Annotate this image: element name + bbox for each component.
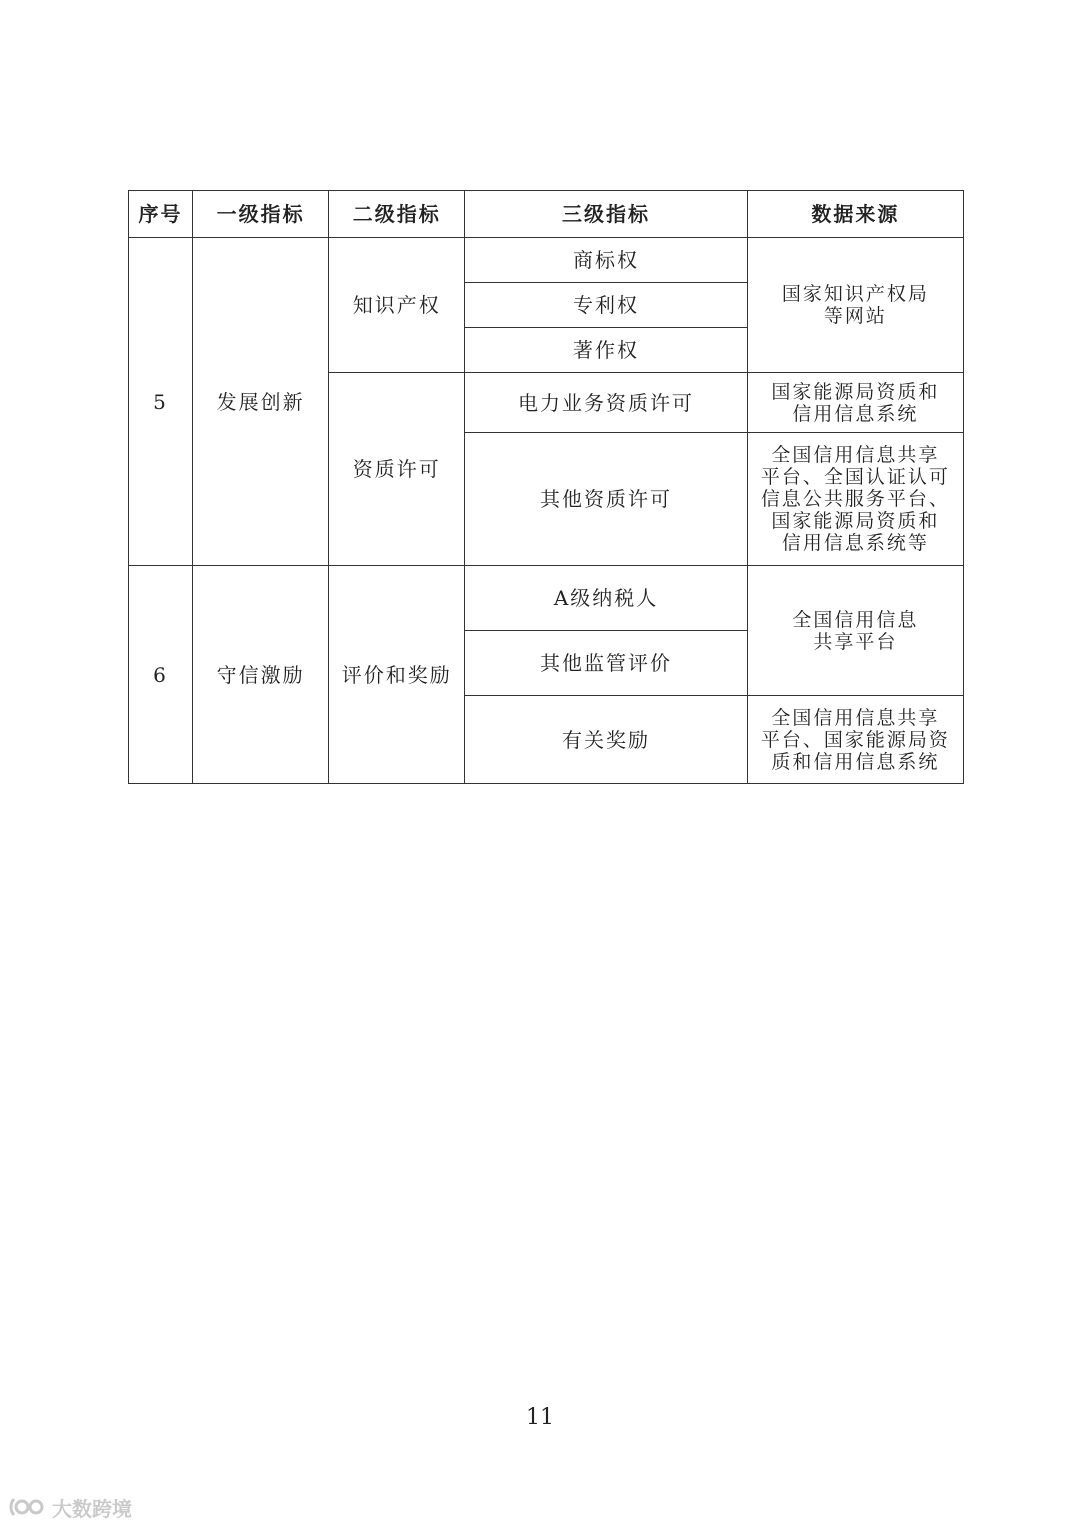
row-level1: 发展创新 (193, 238, 329, 566)
row-level2: 评价和奖励 (329, 566, 465, 784)
table-header-row (129, 191, 964, 238)
row-source (747, 373, 963, 433)
watermark-text: 大数跨境 (52, 1496, 132, 1521)
row-source (747, 433, 963, 566)
header-source: 数据来源 (747, 191, 963, 238)
row-source (747, 696, 963, 784)
source-text: 国家知识产权局 等网站 (781, 283, 929, 327)
header-level3: 三级指标 (465, 191, 747, 238)
row-source (747, 238, 963, 373)
row-level3: 电力业务资质许可 (465, 373, 747, 433)
row-level3: 商标权 (465, 238, 747, 283)
header-no: 序号 (129, 191, 193, 238)
source-text: 全国信用信息 共享平台 (792, 608, 919, 653)
row-level3: 其他资质许可 (465, 433, 747, 566)
source-text: 国家能源局资质和 信用信息系统 (771, 380, 940, 425)
row-level2: 知识产权 (329, 238, 465, 373)
row-no: 6 (129, 566, 193, 784)
row-level3: 其他监管评价 (465, 631, 747, 696)
row-level3: 著作权 (465, 328, 747, 373)
row-level3: A级纳税人 (465, 566, 747, 631)
row-level2: 资质许可 (329, 373, 465, 566)
table-row (129, 566, 964, 631)
source-text: 全国信用信息共享 平台、全国认证认可 信息公共服务平台、 国家能源局资质和 信用信息系统等 (760, 444, 950, 554)
header-level2: 二级指标 (329, 191, 465, 238)
brand-logo-icon (8, 1495, 46, 1519)
header-level1: 一级指标 (193, 191, 329, 238)
row-source (747, 566, 963, 696)
page-number: 11 (526, 1405, 554, 1430)
row-level1: 守信激励 (193, 566, 329, 784)
row-level3: 专利权 (465, 283, 747, 328)
row-no: 5 (129, 238, 193, 566)
row-level3: 有关奖励 (465, 696, 747, 784)
table-row (129, 238, 964, 283)
indicator-table (128, 190, 964, 784)
source-text: 全国信用信息共享 平台、国家能源局资 质和信用信息系统 (760, 706, 950, 773)
watermark (8, 1493, 132, 1521)
